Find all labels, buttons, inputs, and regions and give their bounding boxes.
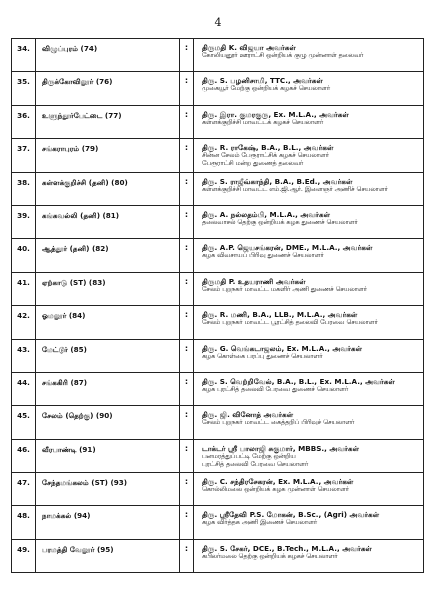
candidate-name: திரு. G. வெங்கடாஜலம், Ex. M.L.A., அவர்கள்: [202, 343, 363, 353]
separator-colon: :: [180, 506, 194, 538]
candidate-name: திரு. S. ராஜீவ்காந்தி, B.A., B.Ed., அவர்கள்: [202, 176, 353, 186]
candidate-designation: கொல்லிமலை ஒன்றியக் கழக முன்னாள் செயலாளர்: [202, 486, 349, 494]
candidate-info: [194, 139, 423, 171]
table-row: [12, 39, 424, 72]
candidate-name: திரு. R. மணி, B.A., LLB., M.L.A., அவர்கள்: [202, 310, 358, 320]
candidate-name: திரு. R. ராகேஷ், B.A., B.L., அவர்கள்: [202, 143, 334, 153]
table-row: [12, 72, 424, 105]
candidate-name: திருமதி P. உதயராணி அவர்கள்: [202, 276, 306, 286]
candidate-designation: கள்ளக்குறிச்சி மாவட்ட எம்.ஜி.ஆர். இளைஞர் அணிச் செயலாளர்: [202, 185, 388, 193]
row-number: 41.: [12, 273, 36, 305]
row-number: 46.: [12, 440, 36, 472]
candidate-designation: முகையூர் மேற்கு ஒன்றியக் கழகச் செயலாளர்: [202, 85, 331, 93]
row-number: 39.: [12, 206, 36, 238]
candidate-name: திரு. A.P. ஜெயசங்கரன், DME., M.L.A., அவர்கள்: [202, 243, 373, 253]
candidate-name: திரு. A. நல்லதம்பி, M.L.A., அவர்கள்: [202, 209, 331, 219]
constituency-name: உளுந்தூர்பேட்டை (77): [36, 106, 180, 138]
separator-colon: :: [180, 440, 194, 472]
candidate-designation: சேலம் புறநகர் மாவட்ட கைத்தறிப் பிரிவுச் செயலாளர்: [202, 419, 355, 427]
candidate-designation: சேலம் புறநகர் மாவட்ட மகளிர் அணி துணைச் செயலாளர்: [202, 285, 367, 293]
separator-colon: :: [180, 273, 194, 305]
candidate-name: டாக்டர் ஸ்ரீ பாலாஜி சுகுமார், MBBS., அவர்கள்: [202, 443, 360, 453]
row-number: 42.: [12, 306, 36, 338]
separator-colon: :: [180, 206, 194, 238]
table-row: [12, 440, 424, 473]
candidate-name: திரு. இரா. குமரகுரு, Ex. M.L.A., அவர்கள்: [202, 109, 349, 119]
separator-colon: :: [180, 473, 194, 505]
separator-colon: :: [180, 373, 194, 405]
table-row: [12, 373, 424, 406]
candidate-designation: கழக புரட்சித் தலைவி பேரவை துணைச் செயலாளர்: [202, 385, 349, 393]
constituency-name: ஓமலூர் (84): [36, 306, 180, 338]
candidate-table: [11, 38, 424, 573]
table-row: [12, 239, 424, 272]
candidate-info: [194, 473, 423, 505]
table-row: [12, 306, 424, 339]
candidate-name: திரு. S. சேகர், DCE., B.Tech., M.L.A., அவர்கள்: [202, 543, 372, 553]
row-number: 47.: [12, 473, 36, 505]
candidate-name: திரு. C. சந்திரசேகரன், Ex. M.L.A., அவர்கள்: [202, 477, 354, 487]
candidate-designation: கழக விர்த்தக அணி இணைச் செயலாளர்: [202, 519, 318, 527]
constituency-name: சேலம் (தெற்கு) (90): [36, 406, 180, 438]
row-number: 35.: [12, 72, 36, 104]
row-number: 44.: [12, 373, 36, 405]
separator-colon: :: [180, 340, 194, 372]
constituency-name: விழுப்புரம் (74): [36, 39, 180, 71]
table-row: [12, 340, 424, 373]
candidate-designation: சேலம் புறநகர் மாவட்ட பூரட்சித் தலைவி பேரவை செயலாளர்: [202, 319, 378, 327]
table-row: [12, 473, 424, 506]
constituency-name: சங்கராபுரம் (79): [36, 139, 180, 171]
candidate-name: திரு. S. வெற்றிவேல், B.A., B.L., Ex. M.L.A., அவர்கள்: [202, 376, 395, 386]
row-number: 43.: [12, 340, 36, 372]
candidate-info: [194, 540, 423, 572]
candidate-designation: புரட்சித் தலைவி பேரவை செயலாளர்: [202, 460, 309, 468]
candidate-info: [194, 306, 423, 338]
candidate-designation: பனமரத்துப்பட்டி மேற்கு ஒன்றிய: [202, 452, 296, 460]
table-row: [12, 273, 424, 306]
constituency-name: பரமத்தி வேலூர் (95): [36, 540, 180, 572]
table-row: [12, 139, 424, 172]
table-row: [12, 206, 424, 239]
row-number: 49.: [12, 540, 36, 572]
candidate-info: [194, 173, 423, 205]
candidate-info: [194, 406, 423, 438]
candidate-designation: கழக விவசாயப் பிரிவு துணைச் செயலாளர்: [202, 252, 324, 260]
candidate-info: [194, 39, 423, 71]
candidate-info: [194, 106, 423, 138]
separator-colon: :: [180, 239, 194, 271]
candidate-info: [194, 506, 423, 538]
constituency-name: திருக்கோவிலூர் (76): [36, 72, 180, 104]
separator-colon: :: [180, 139, 194, 171]
constituency-name: கள்ளக்குறிச்சி (தனி) (80): [36, 173, 180, 205]
separator-colon: :: [180, 72, 194, 104]
row-number: 45.: [12, 406, 36, 438]
candidate-name: திரு. S. பழனிசாமி, TTC., அவர்கள்: [202, 76, 323, 86]
candidate-name: திரு. ஸ்ரீதேவி P.S. மோகன், B.Sc., (Agri) அவர்கள்: [202, 510, 380, 520]
table-row: [12, 540, 424, 573]
row-number: 38.: [12, 173, 36, 205]
constituency-name: சங்ககிரி (87): [36, 373, 180, 405]
constituency-name: மேட்டூர் (85): [36, 340, 180, 372]
candidate-designation: கள்ளக்குறிச்சி மாவட்டக் கழகச் செயலாளர்: [202, 118, 324, 126]
constituency-name: வீரபாண்டி (91): [36, 440, 180, 472]
row-number: 37.: [12, 139, 36, 171]
candidate-info: [194, 440, 423, 472]
candidate-name: திரு. ஜி. வினோத் அவர்கள்: [202, 410, 294, 420]
table-row: [12, 406, 424, 439]
row-number: 40.: [12, 239, 36, 271]
candidate-info: [194, 273, 423, 305]
constituency-name: ஏற்காடு (ST) (83): [36, 273, 180, 305]
candidate-designation: தலைவாசல் தெற்கு ஒன்றியக் கழக துணைச் செயலாளர்: [202, 218, 358, 226]
candidate-name: திருமதி K. விஜயா அவர்கள்: [202, 43, 296, 52]
table-row: [12, 506, 424, 539]
constituency-name: நாமக்கல் (94): [36, 506, 180, 538]
candidate-info: [194, 340, 423, 372]
row-number: 36.: [12, 106, 36, 138]
separator-colon: :: [180, 306, 194, 338]
candidate-designation: கழக கொள்கை பரப்பு துணைச் செயலாளர்: [202, 352, 323, 360]
candidate-designation: கபிலர்மலை தெற்கு ஒன்றியக் கழகச் செயலாளர்: [202, 552, 338, 560]
row-number: 34.: [12, 39, 36, 71]
table-row: [12, 106, 424, 139]
separator-colon: :: [180, 39, 194, 71]
candidate-info: [194, 373, 423, 405]
constituency-name: கங்கவல்லி (தனி) (81): [36, 206, 180, 238]
table-row: [12, 173, 424, 206]
separator-colon: :: [180, 540, 194, 572]
candidate-designation: சின்ன சேலம் பேரூராட்சிக் கழகச் செயலாளர்: [202, 152, 329, 160]
candidate-info: [194, 72, 423, 104]
candidate-info: [194, 239, 423, 271]
candidate-designation: பேரூராட்சி மன்ற துணைத் தலைவர்: [202, 160, 304, 168]
page-number: 4: [214, 16, 222, 29]
separator-colon: :: [180, 173, 194, 205]
candidate-info: [194, 206, 423, 238]
constituency-name: ஆத்தூர் (தனி) (82): [36, 239, 180, 271]
separator-colon: :: [180, 406, 194, 438]
candidate-designation: கோலியனூர் ஊராட்சி ஒன்றியக் குழு முன்னாள் தலைவர்: [202, 52, 364, 59]
constituency-name: சேந்தமங்கலம் (ST) (93): [36, 473, 180, 505]
separator-colon: :: [180, 106, 194, 138]
row-number: 48.: [12, 506, 36, 538]
